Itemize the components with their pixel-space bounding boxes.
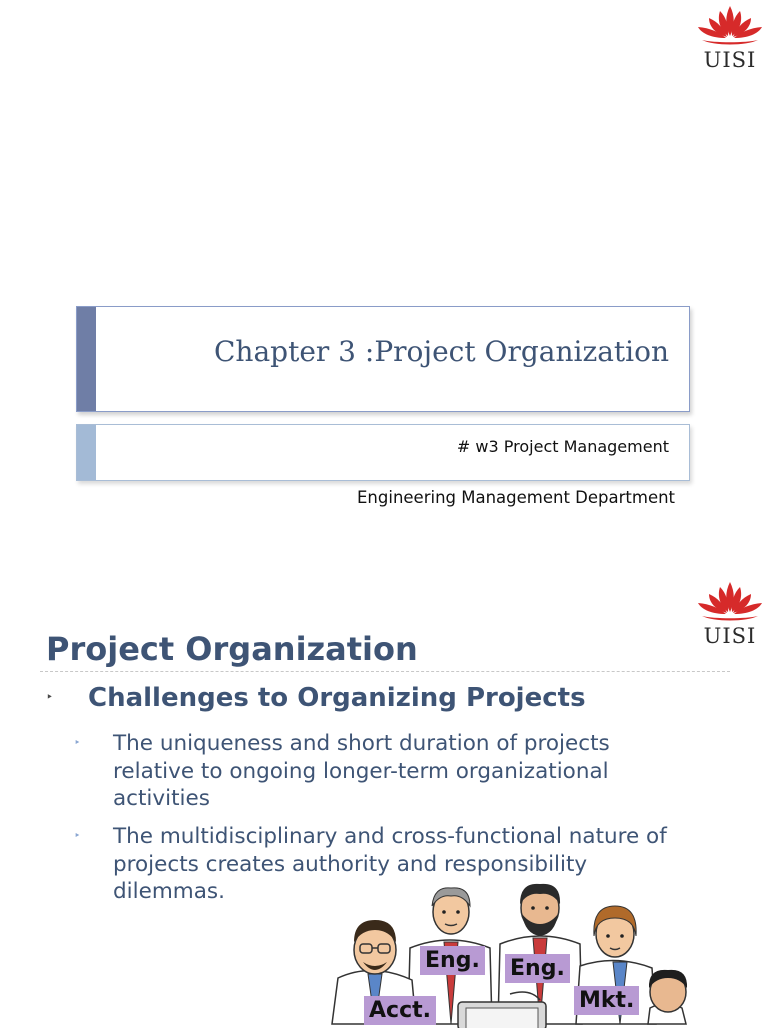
subtitle-accent-bar — [77, 425, 96, 480]
uisi-logo — [692, 580, 768, 648]
sub-bullet-text: The multidisciplinary and cross-functional nature of projects creates authority and responsibility dilemmas. — [113, 824, 667, 904]
slide-title: Project Organization — [46, 630, 418, 668]
subtitle-box — [76, 424, 690, 481]
illustration-label: Eng. — [420, 946, 485, 975]
slide-title: Chapter 3 :Project Organization — [214, 335, 669, 368]
bullet-heading: Challenges to Organizing Projects — [88, 683, 586, 713]
title-divider — [40, 671, 730, 672]
logo-text: UISI — [703, 48, 757, 72]
sub-bullet-arrow-icon: ‣ — [74, 829, 81, 842]
team-illustration — [330, 882, 700, 1024]
lotus-icon — [692, 4, 768, 48]
title-accent-bar — [77, 307, 96, 411]
department-line: Engineering Management Department — [357, 488, 676, 507]
uisi-logo — [692, 4, 768, 72]
bullet-arrow-icon: ‣ — [46, 690, 54, 704]
logo-text: UISI — [703, 624, 757, 648]
illustration-label: Eng. — [505, 954, 570, 983]
sub-bullet-text: The uniqueness and short duration of projects relative to ongoing longer-term organizational activities — [113, 731, 610, 811]
title-slide — [0, 0, 768, 512]
illustration-label: Mkt. — [574, 986, 639, 1015]
sub-bullet — [74, 730, 694, 813]
title-box — [76, 306, 690, 412]
illustration-label: Acct. — [364, 996, 436, 1025]
content-slide — [0, 512, 768, 1024]
sub-bullet-arrow-icon: ‣ — [74, 736, 81, 749]
slide-subtitle: # w3 Project Management — [456, 437, 669, 456]
lotus-icon — [692, 580, 768, 624]
